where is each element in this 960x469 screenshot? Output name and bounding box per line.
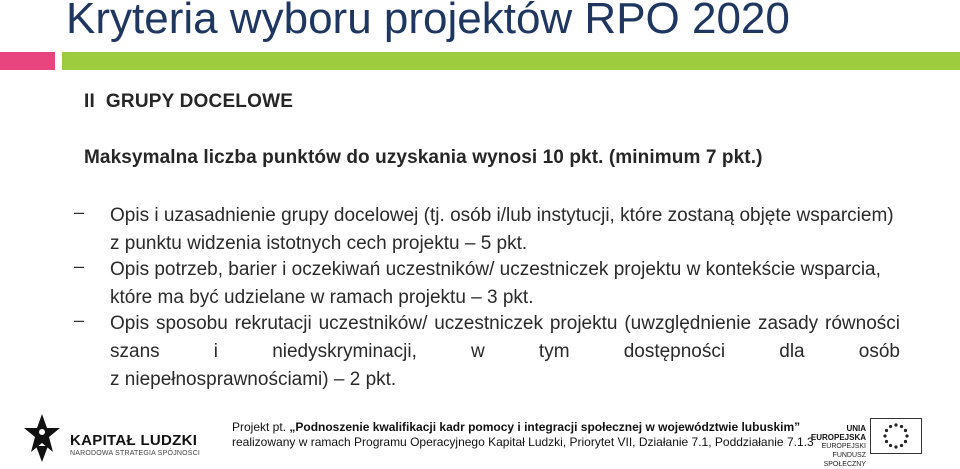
scanned-document bbox=[60, 72, 960, 402]
accent-bar-pink bbox=[0, 52, 55, 70]
criterion-text bbox=[110, 310, 900, 394]
star-figure-icon bbox=[22, 412, 62, 464]
footer bbox=[0, 404, 960, 468]
logo-subtitle: NARODOWA STRATEGIA SPÓJNOŚCI bbox=[70, 450, 201, 457]
criterion-text: Opis i uzasadnienie grupy docelowej (tj. osób i/lub instytucji, które zostaną objęte wsparciem) z punktu widzenia istotnych cech projektu – 5 pkt. bbox=[110, 205, 894, 254]
project-line-1 bbox=[232, 420, 814, 435]
dash-bullet: – bbox=[74, 202, 85, 222]
eu-logo-text bbox=[790, 424, 866, 469]
eu-line-2: EUROPEJSKI bbox=[821, 443, 866, 450]
max-points-line: Maksymalna liczba punktów do uzyskania wynosi 10 pkt. (minimum 7 pkt.) bbox=[84, 147, 763, 168]
eu-flag-icon bbox=[870, 418, 922, 454]
dash-bullet: – bbox=[74, 256, 85, 276]
logo-name: KAPITAŁ LUDZKI bbox=[70, 432, 198, 449]
accent-bar-green bbox=[62, 52, 960, 70]
criterion-text-main: Opis sposobu rekrutacji uczestników/ uczestniczek projektu (uwzględnienie zasady równości szans i niedyskryminacji, w tym dostępności dla osób bbox=[110, 313, 900, 362]
criterion-text-last: z niepełnosprawnościami) – 2 pkt. bbox=[110, 369, 397, 390]
dash-bullet: – bbox=[74, 310, 85, 330]
eu-line-3: FUNDUSZ SPOŁECZNY bbox=[823, 452, 866, 468]
project-title: „Podnoszenie kwalifikacji kadr pomocy i integracji społecznej w województwie lubuskim” bbox=[289, 420, 801, 434]
section-heading: II GRUPY DOCELOWE bbox=[84, 91, 294, 112]
project-info bbox=[232, 420, 814, 450]
criterion-text: Opis potrzeb, barier i oczekiwań uczestników/ uczestniczek projektu w kontekście wsparcia, które ma być udzielane w ramach projektu – 3 pkt. bbox=[110, 259, 881, 308]
criterion-item bbox=[74, 202, 900, 258]
criterion-item bbox=[74, 256, 900, 312]
kapital-ludzki-logo bbox=[22, 412, 201, 462]
eu-line-1: UNIA EUROPEJSKA bbox=[810, 424, 866, 442]
criterion-item bbox=[74, 310, 900, 394]
slide-title: Kryteria wyboru projektów RPO 2020 bbox=[66, 0, 790, 43]
project-line-2: realizowany w ramach Programu Operacyjnego Kapitał Ludzki, Priorytet VII, Działanie 7.1, Poddziałanie 7.1.3 bbox=[232, 435, 814, 449]
project-prefix: Projekt pt. bbox=[232, 420, 290, 434]
